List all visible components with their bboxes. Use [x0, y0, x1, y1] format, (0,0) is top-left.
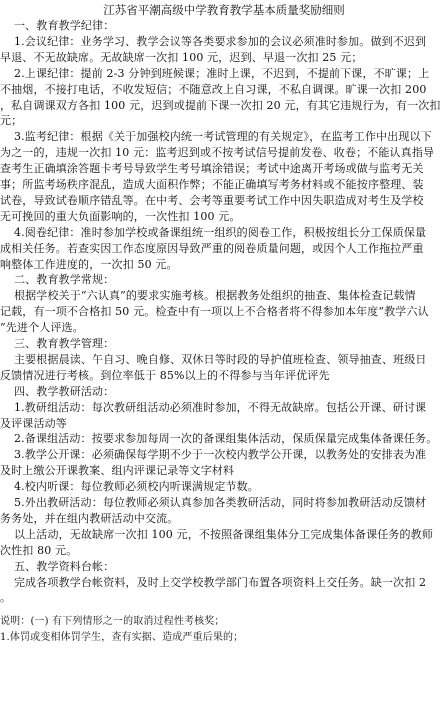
body-text-line: 3.监考纪律：根据《关于加强校内统一考试管理的有关规定》，在监考工作中出现以下 [14, 130, 432, 144]
body-text-line: 为之一的，违规一次扣 10 元：监考迟到或不按考试信号提前发卷、收卷；不能认真指导 [0, 146, 435, 160]
body-text-line: 2.备课组活动：按要求参加每周一次的备课组集体活动，保质保量完成集体备课任务。 [14, 432, 438, 446]
body-text-line: ”先进个人评选。 [0, 321, 84, 335]
section-heading: 一、教育教学纪律： [14, 19, 115, 32]
body-text-line: 无可挽回的重大负面影响的，一次性扣 100 元。 [0, 209, 241, 223]
body-text-line: 1.教研组活动：每次教研组活动必须准时参加，不得无故缺席。包括公开课、研讨课 [14, 400, 427, 414]
body-text-line: 主要根据晨读、午自习、晚自修、双休日等时段的导护值班检查、领导抽查、班级日 [14, 352, 427, 366]
body-text-line: 事；所监考场秩序混乱，造成大面积作弊；不能正确填写考务材料或不能按序整理、装 [0, 178, 424, 191]
body-text-line: 及评课活动等 [0, 416, 67, 430]
body-text-line: 成相关任务。若查实因工作态度原因导致严重的阅卷质量问题，或因个人工作拖拉严重 [0, 241, 424, 255]
body-text-line: ，私自调课双方各扣 100 元，迟到或提前下课一次扣 20 元，有其它违规行为，有一次扣 [0, 98, 441, 112]
note-line: 说明：(一) 有下列情形之一的取消过程性考核奖； [0, 616, 225, 628]
body-text-line: 次性扣 80 元。 [0, 543, 78, 557]
body-text-line: 查考生正确填涂答题卡考号导致学生考号填涂错误；考试中途离开考场或做与监考无关 [0, 162, 424, 176]
body-text-line: 完成各项教学台帐资料，及时上交学校教学部门布置各项资料上交任务。缺一次扣 2 [14, 575, 427, 589]
body-text-line: 3.教学公开课：必须确保每学期不少于一次校内教学公开课，以教务处的安排表为准 [14, 448, 427, 462]
body-text-line: 4.阅卷纪律：准时参加学校或备课组统一组织的阅卷工作，积极按组长分工保质保量 [14, 225, 427, 239]
body-text-line: 反馈情况进行考核。到位率低于 85%以上的不得参与当年评优评先 [0, 368, 330, 382]
body-text-line: 响整体工作进度的，一次扣 50 元。 [0, 257, 178, 271]
section-heading: 四、教学教研活动： [14, 384, 115, 398]
body-text-line: 务务处，并在组内教研活动中交流。 [0, 511, 179, 525]
body-text-line: 。 [0, 591, 12, 605]
section-heading: 二、教育教学常规： [14, 273, 115, 287]
body-text-line: 记载，有一项不合格扣 50 元。检查中有一项以上不合格者将不得参加本年度“教学六认 [0, 305, 429, 319]
body-text-line: 不抽烟，不接打电话，不收发短信；不随意改上自习课，不私自调课。旷课一次扣 200 [0, 82, 427, 96]
body-text-line: 根据学校关于“六认真”的要求实施考核。根据教务处组织的抽查、集体检查记载情 [14, 289, 416, 303]
section-heading: 三、教育教学管理： [14, 337, 115, 350]
note-line: 1.体罚或变相体罚学生，查有实据、造成严重后果的； [0, 632, 244, 644]
body-text-line: 1.会议纪律：业务学习、教学会议等各类要求参加的会议必须准时参加。做到不迟到 [14, 34, 427, 48]
body-text-line: 元； [0, 114, 23, 128]
body-text-line: 以上活动，无故缺席一次扣 100 元，不按照备课组集体分工完成集体备课任务的教师 [14, 527, 433, 541]
body-text-line: 2.上课纪律：提前 2-3 分钟到班候课；准时上课，不迟到，不提前下课，不旷课；上 [14, 66, 430, 80]
document-title: 江苏省平潮高级中学教育教学基本质量奖励细则 [103, 3, 345, 17]
body-text-line: 早退、不无故缺席。无故缺席一次扣 100 元，迟到、早退一次扣 25 元； [0, 50, 363, 64]
body-text-line: 试卷，导致试卷顺序错乱等。在中考、会考等重要考试工作中因失职造成对考生及学校 [0, 193, 424, 207]
body-text-line: 4.校内听课：每位教师必须校内听课满规定节数。 [14, 480, 259, 494]
body-text-line: 及时上缴公开课教案、组内评课记录等文字材料 [0, 464, 235, 478]
body-text-line: 5.外出教研活动：每位教师必须认真参加各类教研活动，同时将参加教研活动反馈材 [14, 496, 427, 509]
section-heading: 五、教学资料台帐： [14, 559, 115, 573]
